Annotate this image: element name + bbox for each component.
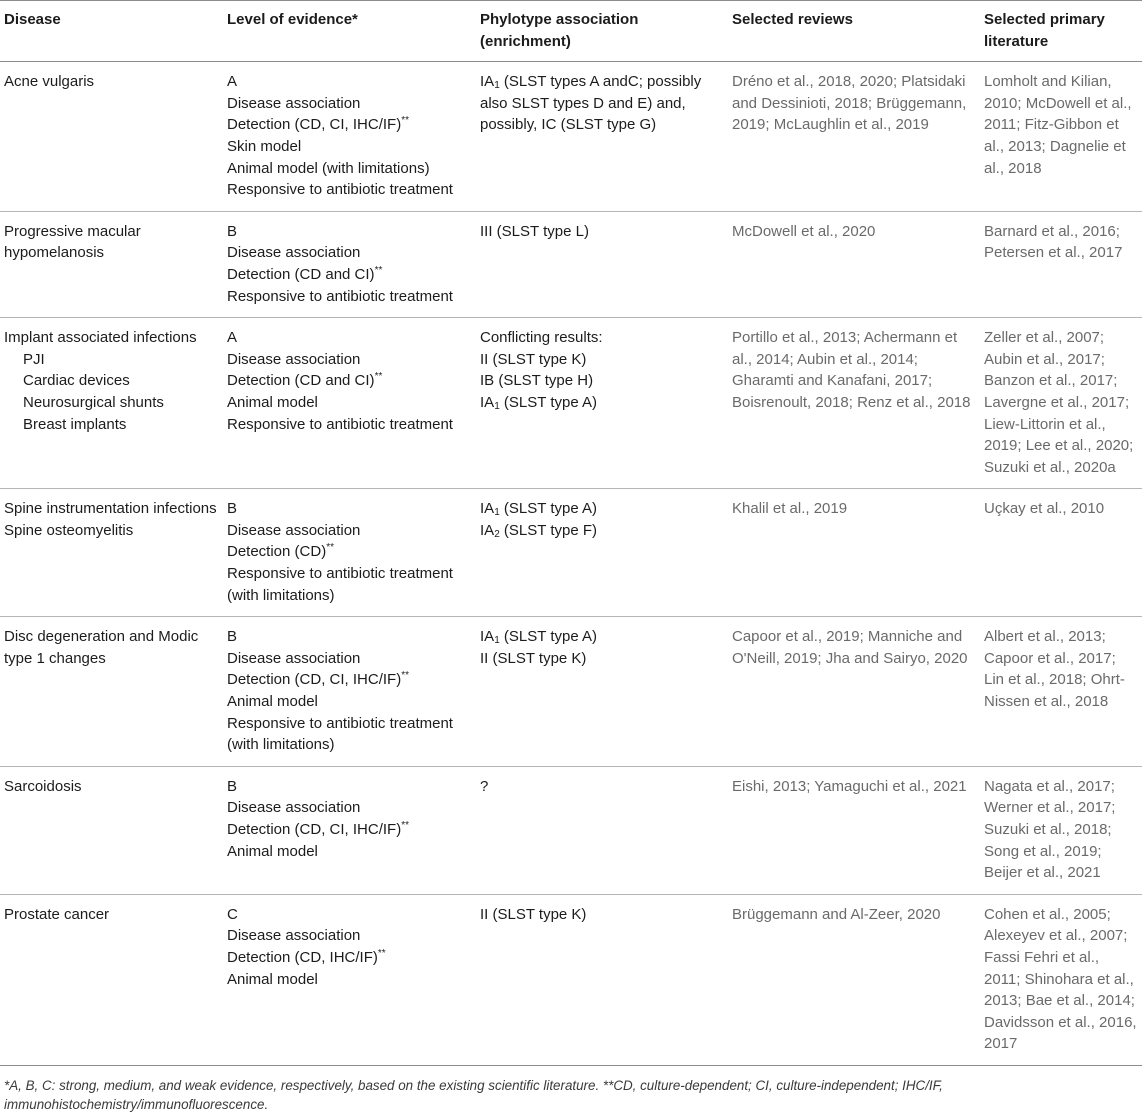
table-row xyxy=(0,318,1142,489)
selected-reviews-cell: Khalil et al., 2019 xyxy=(732,500,848,518)
disease-cell-line: Spine instrumentation infections xyxy=(4,500,217,518)
header-row xyxy=(0,1,1142,62)
level-of-evidence-cell-line: A xyxy=(227,329,238,347)
table-row xyxy=(0,62,1142,212)
selected-reviews-cell: Brüggemann and Al-Zeer, 2020 xyxy=(732,905,941,923)
disease-cell xyxy=(0,489,223,617)
phylotype-cell xyxy=(476,211,728,317)
level-of-evidence-cell-line: A xyxy=(227,73,238,91)
disease-subitem: Breast implants xyxy=(23,415,127,433)
level-of-evidence-cell-line: Animal model xyxy=(227,970,318,988)
level-of-evidence-cell-line: Responsive to antibiotic treatment xyxy=(227,181,453,199)
level-of-evidence-cell xyxy=(223,894,476,1065)
primary-literature-cell: Zeller et al., 2007; Aubin et al., 2017; Banzon et al., 2017; Lavergne et al., 2017; Liew-Littorin et al., 2019; Lee et al., 2020; Suzuki et al., 2020a xyxy=(984,329,1134,476)
level-of-evidence-cell-line: C xyxy=(227,905,238,923)
phylotype-cell-line: II (SLST type K) xyxy=(480,905,587,923)
disease-cell-line: Spine osteomyelitis xyxy=(4,521,134,539)
level-of-evidence-cell-line: B xyxy=(227,628,238,646)
level-of-evidence-cell-line: Detection (CD and CI)** xyxy=(227,264,383,283)
disease-subitem: PJI xyxy=(23,350,45,368)
primary-literature-cell: Nagata et al., 2017; Werner et al., 2017; Suzuki et al., 2018; Song et al., 2019; Beijer et al., 2021 xyxy=(984,777,1116,882)
phylotype-cell-line: ? xyxy=(480,777,489,795)
primary-literature-cell: Cohen et al., 2005; Alexeyev et al., 2007; Fassi Fehri et al., 2011; Shinohara et al., 2013; Bae et al., 2014; Davidsson et al., 2016, 2017 xyxy=(984,905,1137,1053)
level-of-evidence-cell-line: B xyxy=(227,500,238,518)
disease-cell xyxy=(0,62,223,212)
phylotype-cell xyxy=(476,894,728,1065)
header-selected-primary-literature: Selected primary literature xyxy=(984,11,1105,50)
phylotype-cell-line: II (SLST type K) xyxy=(480,350,587,368)
disease-cell xyxy=(0,894,223,1065)
table-body xyxy=(0,62,1142,1066)
level-of-evidence-cell-line: Responsive to antibiotic treatment xyxy=(227,287,453,305)
phylotype-cell xyxy=(476,489,728,617)
table-row xyxy=(0,617,1142,767)
primary-literature-cell: Uçkay et al., 2010 xyxy=(984,500,1105,518)
level-of-evidence-cell-line: Animal model xyxy=(227,393,318,411)
selected-reviews-cell: Eishi, 2013; Yamaguchi et al., 2021 xyxy=(732,777,967,795)
disease-subitem: Neurosurgical shunts xyxy=(23,393,164,411)
level-of-evidence-cell-line: Disease association xyxy=(227,350,361,368)
header-level-of-evidence: Level of evidence* xyxy=(227,11,358,28)
phylotype-cell-line: $IA_1$ (SLST type A) xyxy=(480,628,598,647)
disease-cell xyxy=(0,211,223,317)
level-of-evidence-cell-line: Responsive to antibiotic treatment (with limitations) xyxy=(227,714,453,754)
level-of-evidence-cell xyxy=(223,489,476,617)
selected-reviews-cell: McDowell et al., 2020 xyxy=(732,222,876,240)
phylotype-cell-line: II (SLST type K) xyxy=(480,649,587,667)
disease-cell xyxy=(0,617,223,767)
selected-reviews-cell: Capoor et al., 2019; Manniche and O'Neill, 2019; Jha and Sairyo, 2020 xyxy=(732,628,968,667)
primary-literature-cell: Lomholt and Kilian, 2010; McDowell et al., 2011; Fitz-Gibbon et al., 2013; Dagnelie et al., 2018 xyxy=(984,73,1132,177)
level-of-evidence-cell-line: Disease association xyxy=(227,649,361,667)
disease-cell-line: Sarcoidosis xyxy=(4,777,82,795)
phylotype-cell xyxy=(476,766,728,894)
level-of-evidence-cell-line: Animal model xyxy=(227,842,318,860)
header-phylotype-association: Phylotype association (enrichment) xyxy=(480,11,639,50)
level-of-evidence-cell-line: B xyxy=(227,222,238,240)
level-of-evidence-cell-line: Disease association xyxy=(227,94,361,112)
level-of-evidence-cell-line: Animal model (with limitations) xyxy=(227,159,430,177)
level-of-evidence-cell xyxy=(223,766,476,894)
level-of-evidence-cell-line: Disease association xyxy=(227,244,361,262)
level-of-evidence-cell-line: Detection (CD, CI, IHC/IF)** xyxy=(227,820,409,838)
table-header xyxy=(0,1,1142,62)
level-of-evidence-cell-line: Detection (CD and CI)** xyxy=(227,371,383,390)
phylotype-cell xyxy=(476,62,728,212)
level-of-evidence-cell xyxy=(223,211,476,317)
primary-literature-cell: Albert et al., 2013; Capoor et al., 2017; Lin et al., 2018; Ohrt-Nissen et al., 2018 xyxy=(984,628,1125,711)
level-of-evidence-cell-line: Disease association xyxy=(227,927,361,945)
level-of-evidence-cell-line: Detection (CD, CI, IHC/IF)** xyxy=(227,115,409,134)
table-footnote: *A, B, C: strong, medium, and weak evidence, respectively, based on the existing scientific literature. **CD, culture-dependent; CI, culture-independent; IHC/IF, immunohistochemistry/immunofluorescence. xyxy=(4,1077,943,1112)
level-of-evidence-cell-line: Responsive to antibiotic treatment (with limitations) xyxy=(227,565,453,604)
level-of-evidence-cell-line: Detection (CD, IHC/IF)** xyxy=(227,947,386,966)
phylotype-cell-line: IB (SLST type H) xyxy=(480,372,594,390)
phylotype-cell-line: $IA_2$ (SLST type F) xyxy=(480,521,598,540)
selected-reviews-cell: Dréno et al., 2018, 2020; Platsidaki and Dessinioti, 2018; Brüggemann, 2019; McLaughlin et al., 2019 xyxy=(732,73,967,134)
level-of-evidence-cell-line: Responsive to antibiotic treatment xyxy=(227,415,453,433)
primary-literature-cell: Barnard et al., 2016; Petersen et al., 2017 xyxy=(984,222,1123,262)
phylotype-cell-line: $IA_1$ (SLST types A andC; possibly also SLST types D and E) and, possibly, IC (SLST type G) xyxy=(480,73,702,134)
disease-subitem: Cardiac devices xyxy=(23,372,130,390)
table-row xyxy=(0,766,1142,894)
level-of-evidence-cell-line: Detection (CD)** xyxy=(227,542,334,561)
phylotype-cell-line: $IA_1$ (SLST type A) xyxy=(480,500,598,519)
header-disease: Disease xyxy=(4,11,61,28)
level-of-evidence-cell-line: Disease association xyxy=(227,521,361,539)
level-of-evidence-cell-line: Skin model xyxy=(227,137,302,155)
selected-reviews-cell: Portillo et al., 2013; Achermann et al., 2014; Aubin et al., 2014; Gharamti and Kanafani, 2017; Boisrenoult, 2018; Renz et al., 2018 xyxy=(732,329,971,411)
disease-cell-line: Disc degeneration and Modic type 1 changes xyxy=(4,628,199,667)
phylotype-cell xyxy=(476,318,728,489)
disease-cell xyxy=(0,766,223,894)
level-of-evidence-cell-line: Disease association xyxy=(227,799,361,817)
table-row xyxy=(0,489,1142,617)
disease-cell-line: Implant associated infections xyxy=(4,329,197,347)
level-of-evidence-cell-line: Animal model xyxy=(227,693,318,711)
phylotype-cell-line: $IA_1$ (SLST type A) xyxy=(480,393,598,412)
disease-cell-line: Acne vulgaris xyxy=(4,73,95,91)
level-of-evidence-cell-line: Detection (CD, CI, IHC/IF)** xyxy=(227,670,409,689)
level-of-evidence-cell xyxy=(223,617,476,767)
level-of-evidence-cell-line: B xyxy=(227,777,238,795)
phylotype-cell-line: Conflicting results: xyxy=(480,329,603,347)
disease-cell-line: Prostate cancer xyxy=(4,905,110,923)
table-row xyxy=(0,211,1142,317)
disease-cell xyxy=(0,318,223,489)
disease-cell-line: Progressive macular hypomelanosis xyxy=(4,222,141,262)
phylotype-cell xyxy=(476,617,728,767)
level-of-evidence-cell xyxy=(223,62,476,212)
table-row xyxy=(0,894,1142,1065)
level-of-evidence-cell xyxy=(223,318,476,489)
phylotype-cell-line: III (SLST type L) xyxy=(480,222,589,240)
header-selected-reviews: Selected reviews xyxy=(732,11,853,28)
